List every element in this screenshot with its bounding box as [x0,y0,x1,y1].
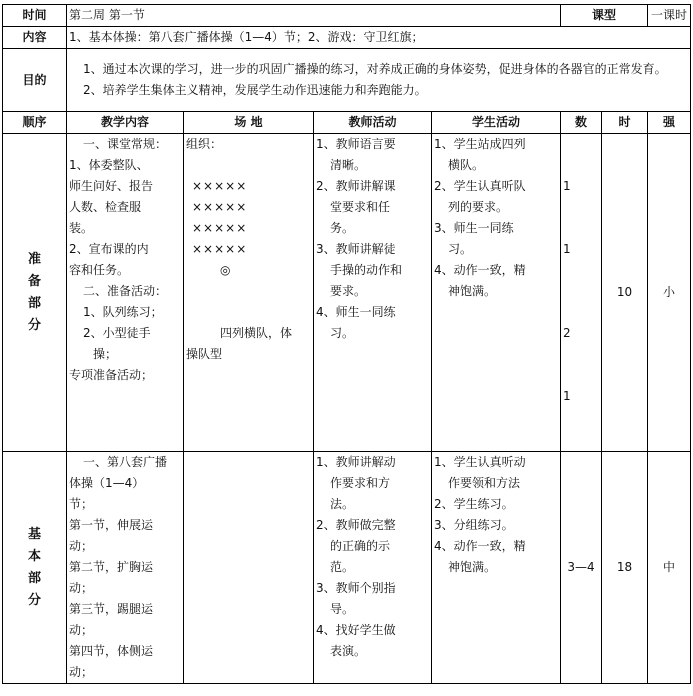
content-value: 1、基本体操：第八套广播体操（1—4）节；2、游戏：守卫红旗； [67,27,691,49]
venue-cell [184,134,314,452]
phase-label: 准 备 部 分 [3,134,67,452]
count-cell [561,134,602,452]
goal-line: 2、培养学生集体主义精神，发展学生动作迅速能力和奔跑能力。 [83,83,427,97]
venue-cell [184,452,314,684]
content-label: 内容 [3,27,67,49]
col-intensity: 强 [648,112,691,134]
phase-label: 基 本 部 分 [3,452,67,684]
col-teacher: 教师活动 [314,112,432,134]
formation-caption: 操队型 [186,347,223,361]
col-venue: 场 地 [184,112,314,134]
time-cell: 10 [602,134,648,452]
goal-label: 目的 [3,49,67,112]
col-content: 教学内容 [67,112,184,134]
header-goal-row [3,49,691,112]
col-count: 数 [561,112,602,134]
goal-text [67,49,691,112]
col-time: 时 [602,112,648,134]
teacher-activity-cell: 1、教师讲解动 作要求和方 法。 2、教师做完整 的正确的示 范。 3、教师个别指 导。 4、找好学生做 表演。 [314,452,432,684]
header-time-row [3,5,691,27]
intensity-cell: 中 [648,452,691,684]
course-type-value: 一课时 [648,5,691,27]
intensity-cell: 小 [648,134,691,452]
content-cell: 一、课堂常规： 1、体委整队、 师生问好、报告 人数、检查服 装。 2、宣布课的内 容和任务。 二、准备活动： 1、队列练习； 2、小型徒手 操； 专项准备活动； [67,134,184,452]
time-label: 时间 [3,5,67,27]
section-basic [3,452,691,684]
formation-caption: 四列横队，体 [220,326,293,340]
course-type-label: 课型 [561,5,648,27]
column-header-row [3,112,691,134]
teacher-position-icon: ◎ [220,263,231,277]
count-cell: 3—4 [561,452,602,684]
count-value: 1 [563,389,571,403]
count-value: 1 [563,179,571,193]
time-cell: 18 [602,452,648,684]
col-student: 学生活动 [432,112,561,134]
header-content-row [3,27,691,49]
teacher-activity-cell: 1、教师语言要 清晰。 2、教师讲解课 堂要求和任 务。 3、教师讲解徒 手操的动作和 要求。 4、师生一同练 习。 [314,134,432,452]
student-activity-cell: 1、学生认真听动 作要领和方法 2、学生练习。 3、分组练习。 4、动作一致，精 神饱满。 [432,452,561,684]
count-value: 1 [563,242,571,256]
content-cell: 一、第八套广播 体操（1—4） 节； 第一节，伸展运 动； 第二节，扩胸运 动； 第三节，踢腿运 动； 第四节，体侧运 动； [67,452,184,684]
formation-row: ××××× [192,179,248,193]
formation-row: ××××× [192,221,248,235]
student-activity-cell: 1、学生站成四列 横队。 2、学生认真听队 列的要求。 3、师生一同练 习。 4、动作一致，精 神饱满。 [432,134,561,452]
section-preparation [3,134,691,452]
formation-label: 组织： [186,137,223,151]
count-value: 2 [563,326,571,340]
formation-row: ××××× [192,200,248,214]
goal-line: 1、通过本次课的学习，进一步的巩固广播操的练习，对养成正确的身体姿势，促进身体的各器官的正常发育。 [83,62,667,76]
lesson-plan-table [2,4,691,684]
formation-row: ××××× [192,242,248,256]
col-order: 顺序 [3,112,67,134]
time-value: 第二周 第一节 [67,5,561,27]
